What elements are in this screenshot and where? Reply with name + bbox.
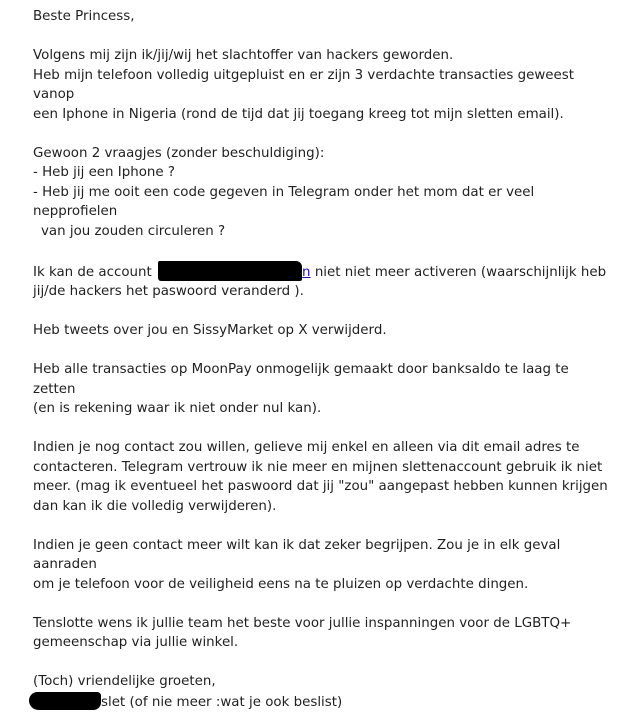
text-line: Indien je geen contact meer wilt kan ik dat zeker begrijpen. Zou je in elk geval aanraden [33,536,613,575]
paragraph-wishes [33,614,613,653]
redacted-name [29,692,101,710]
text-line: Gewoon 2 vraagjes (zonder beschuldiging): [33,144,613,164]
redacted-account [158,261,302,281]
paragraph-tweets: Heb tweets over jou en SissyMarket op X verwijderd. [33,321,613,341]
paragraph-transactions [33,360,613,419]
text-line: jij/de hackers het paswoord veranderd ). [33,282,613,302]
text-line: Indien je nog contact zou willen, gelieve mij enkel en alleen via dit email adres te [33,438,613,458]
text-line: Tenslotte wens ik jullie team het beste voor jullie inspanningen voor de LGBTQ+ [33,614,613,634]
signature [33,692,613,712]
account-suffix: niet niet meer activeren (waarschijnlijk heb [315,265,606,280]
email-body [33,7,613,712]
paragraph-questions [33,144,613,242]
paragraph-account [33,261,613,302]
paragraph-advice [33,536,613,595]
text-line: contacteren. Telegram vertrouw ik nie meer en mijnen slettenaccount gebruik ik niet [33,458,613,478]
text-line: Heb mijn telefoon volledig uitgepluist en er zijn 3 verdachte transacties geweest vanop [33,66,613,105]
question-item: - Heb jij een Iphone ? [33,163,613,183]
text-line: Heb alle transacties op MoonPay onmogelijk gemaakt door banksaldo te laag te zetten [33,360,613,399]
text-line: om je telefoon voor de veiligheid eens na te pluizen op verdachte dingen. [33,575,613,595]
text-line: (en is rekening waar ik niet onder nul kan). [33,399,613,419]
paragraph-contact [33,438,613,516]
closing: (Toch) vriendelijke groeten, [33,672,613,692]
account-prefix: Ik kan de account [33,265,152,280]
text-line: dan kan ik die volledig verwijderen). [33,497,613,517]
text-line: een Iphone in Nigeria (rond de tijd dat jij toegang kreeg tot mijn sletten email). [33,105,613,125]
text-line: nepprofielen [33,202,613,222]
paragraph-hacked [33,46,613,124]
text-line: Volgens mij zijn ik/jij/wij het slachtoffer van hackers geworden. [33,46,613,66]
question-item: - Heb jij me ooit een code gegeven in Telegram onder het mom dat er veel [33,183,613,203]
text-line [33,261,613,283]
text-line: meer. (mag ik eventueel het paswoord dat jij "zou" aangepast hebben kunnen krijgen [33,477,613,497]
greeting: Beste Princess, [33,7,613,27]
text-line: gemeenschap via jullie winkel. [33,633,613,653]
account-link[interactable]: n [302,265,311,280]
signature-suffix: slet (of nie meer :wat je ook beslist) [101,695,342,710]
text-line: van jou zouden circuleren ? [33,222,613,242]
